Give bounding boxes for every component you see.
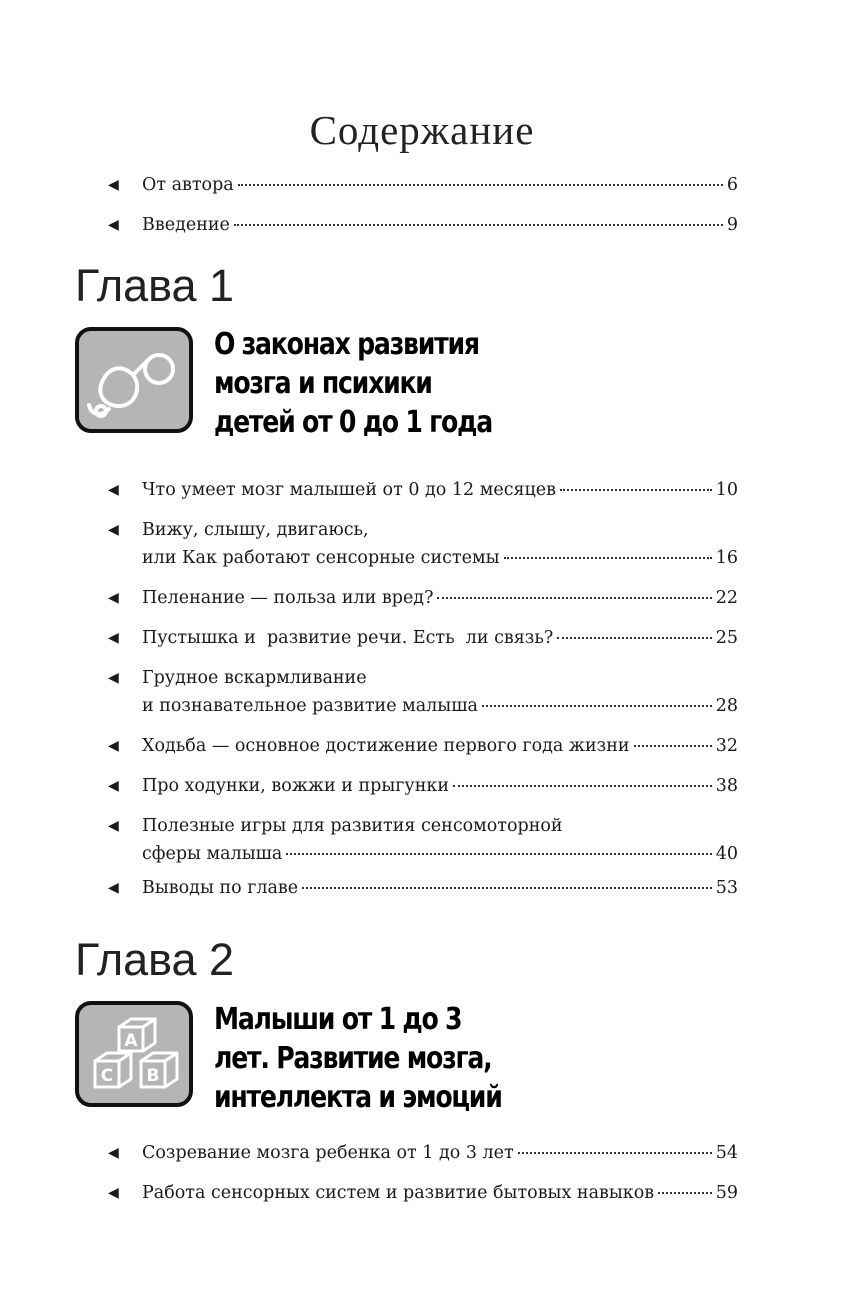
chapter-heading-line: Малыши от 1 до 3 <box>214 1002 462 1037</box>
toc-entry-text: Грудное вскармливание <box>142 668 367 688</box>
toc-entry-7[interactable] <box>108 772 738 800</box>
toc-entry-4[interactable] <box>108 624 738 652</box>
toy-blocks-icon <box>79 1005 189 1103</box>
toc-entry-9[interactable] <box>108 874 738 902</box>
chapter-heading-line: интеллекта и эмоций <box>214 1080 502 1115</box>
toc-entry-10[interactable] <box>108 1139 738 1167</box>
chapter-1-icon-box <box>75 327 193 433</box>
toc-entry-text: и познавательное развитие малыша <box>142 696 478 716</box>
bullet-icon: ◀ <box>108 1145 119 1161</box>
toc-entry-text: сферы малыша <box>142 844 283 864</box>
page-number: 28 <box>715 696 738 716</box>
bullet-icon: ◀ <box>108 818 119 834</box>
bullet-icon: ◀ <box>108 630 119 646</box>
toc-entry-text: Выводы по главе <box>142 878 299 898</box>
page-title: Содержание <box>309 107 535 153</box>
toc-entry-text: Введение <box>142 215 230 235</box>
chapter-heading-line: О законах развития <box>214 327 479 362</box>
toc-entry-text: Вижу, слышу, двигаюсь, <box>142 520 369 540</box>
bullet-icon: ◀ <box>108 482 119 498</box>
toc-entry-1[interactable] <box>108 476 738 504</box>
toc-entry-text: Ходьба — основное достижение первого года жизни <box>142 736 630 756</box>
page-number: 40 <box>715 844 738 864</box>
block-letter: B <box>146 1066 160 1086</box>
bullet-icon: ◀ <box>108 670 119 686</box>
chapter-heading-line: детей от 0 до 1 года <box>214 405 492 440</box>
bullet-icon: ◀ <box>108 1185 119 1201</box>
toc-entry-text: Созревание мозга ребенка от 1 до 3 лет <box>142 1143 514 1163</box>
page-number: 54 <box>715 1143 738 1163</box>
bullet-icon: ◀ <box>108 217 119 233</box>
bullet-icon: ◀ <box>108 880 119 896</box>
bullet-icon: ◀ <box>108 778 119 794</box>
toc-entry-2[interactable] <box>108 516 738 572</box>
page-number: 10 <box>715 480 738 500</box>
toc-entry-text: От автора <box>142 175 234 195</box>
block-letter: C <box>100 1066 114 1086</box>
toc-entry-text: Пустышка и развитие речи. Есть ли связь? <box>142 628 554 648</box>
chapter-1-heading <box>214 325 492 442</box>
page-number: 38 <box>715 776 738 796</box>
toc-entry-6[interactable] <box>108 732 738 760</box>
toc-entry-5[interactable] <box>108 664 738 720</box>
chapter-2-label: Глава 2 <box>75 934 235 985</box>
bullet-icon: ◀ <box>108 177 119 193</box>
page-number: 59 <box>715 1183 738 1203</box>
page-number: 9 <box>726 215 738 235</box>
block-letter: A <box>124 1031 138 1051</box>
toc-entry-author[interactable] <box>108 171 738 199</box>
page-number: 53 <box>715 878 738 898</box>
chapter-heading-line: лет. Развитие мозга, <box>214 1041 492 1076</box>
bullet-icon: ◀ <box>108 522 119 538</box>
bullet-icon: ◀ <box>108 590 119 606</box>
toc-entry-introduction[interactable] <box>108 211 738 239</box>
toc-entry-text: Работа сенсорных систем и развитие бытовых навыков <box>142 1183 655 1203</box>
chapter-heading-line: мозга и психики <box>214 366 432 401</box>
page-number: 16 <box>715 548 738 568</box>
toc-entry-text: Что умеет мозг малышей от 0 до 12 месяцев <box>142 480 556 500</box>
toc-entry-11[interactable] <box>108 1179 738 1207</box>
toc-entry-8[interactable] <box>108 812 738 868</box>
page-number: 22 <box>715 588 738 608</box>
toc-entry-text: Про ходунки, вожжи и прыгунки <box>142 776 449 796</box>
chapter-1-label: Глава 1 <box>75 260 235 311</box>
pacifier-icon <box>79 331 189 429</box>
chapter-2-icon-box <box>75 1001 193 1107</box>
chapter-2-heading <box>214 1000 502 1117</box>
toc-entry-text: Пеленание — польза или вред? <box>142 588 434 608</box>
bullet-icon: ◀ <box>108 738 119 754</box>
toc-entry-text: Полезные игры для развития сенсомоторной <box>142 816 563 836</box>
toc-entry-3[interactable] <box>108 584 738 612</box>
page-number: 6 <box>726 175 738 195</box>
page-number: 25 <box>715 628 738 648</box>
toc-entry-text: или Как работают сенсорные системы <box>142 548 500 568</box>
page-number: 32 <box>715 736 738 756</box>
